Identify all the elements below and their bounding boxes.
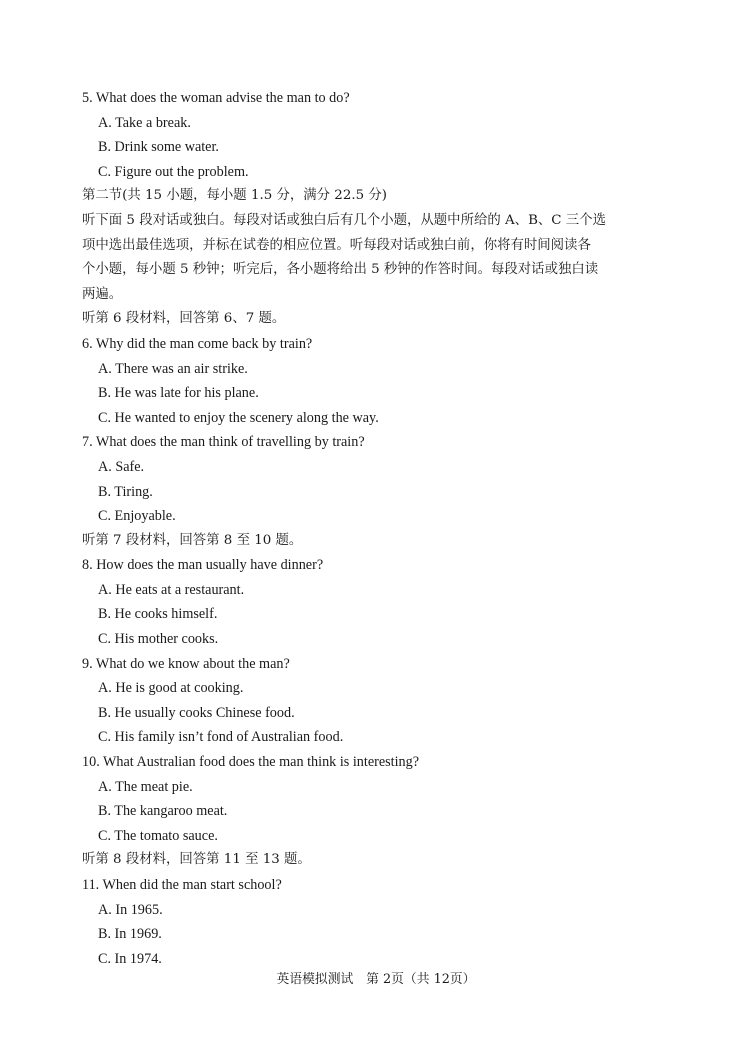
section-2-title: 第二节(共 15 小题，每小题 1.5 分，满分 22.5 分) (82, 188, 387, 204)
question-11-option-b: B. In 1969. (98, 926, 162, 943)
question-7-option-b: B. Tiring. (98, 483, 153, 500)
question-5-option-b: B. Drink some water. (98, 139, 219, 156)
section-2-instruction-line: 项中选出最佳选项，并标在试卷的相应位置。听每段对话或独白前，你将有时间阅读各 (82, 237, 591, 253)
question-10: 10. What Australian food does the man think is interesting? (82, 754, 420, 771)
question-11-option-a: A. In 1965. (98, 901, 163, 918)
section-2-instruction-line: 两遍。 (82, 286, 123, 302)
material-8-heading: 听第 8 段材料，回答第 11 至 13 题。 (82, 852, 311, 868)
exam-page (82, 86, 682, 971)
page-footer: 英语模拟测试 第 2页（共 12页） (276, 972, 476, 987)
question-7-option-c: C. Enjoyable. (98, 508, 176, 525)
question-6: 6. Why did the man come back by train? (82, 335, 313, 352)
question-10-option-b: B. The kangaroo meat. (98, 803, 228, 820)
question-9-option-c: C. His family isn’t fond of Australian food. (98, 729, 344, 746)
material-7-heading: 听第 7 段材料，回答第 8 至 10 题。 (82, 532, 303, 548)
question-11: 11. When did the man start school? (82, 877, 282, 893)
question-8-option-c: C. His mother cooks. (98, 631, 219, 648)
question-10-option-c: C. The tomato sauce. (98, 827, 218, 844)
question-9-option-b: B. He usually cooks Chinese food. (98, 704, 295, 721)
question-7-option-a: A. Safe. (98, 458, 145, 475)
question-8-option-a: A. He eats at a restaurant. (98, 581, 245, 598)
question-8-option-b: B. He cooks himself. (98, 606, 218, 623)
question-9: 9. What do we know about the man? (82, 655, 290, 672)
question-8: 8. How does the man usually have dinner? (82, 557, 324, 574)
question-7: 7. What does the man think of travelling by train? (82, 434, 365, 451)
question-11-option-c: C. In 1974. (98, 950, 162, 967)
question-5-option-a: A. Take a break. (98, 114, 191, 131)
section-2-instruction-line: 个小题，每小题 5 秒钟；听完后，各小题将给出 5 秒钟的作答时间。每段对话或独白读 (82, 262, 599, 278)
question-6-option-b: B. He was late for his plane. (98, 385, 259, 402)
question-10-option-a: A. The meat pie. (98, 778, 193, 795)
question-6-option-a: A. There was an air strike. (98, 360, 248, 377)
question-5: 5. What does the woman advise the man to do? (82, 90, 350, 106)
question-6-option-c: C. He wanted to enjoy the scenery along the way. (98, 409, 379, 426)
question-5-option-c: C. Figure out the problem. (98, 163, 249, 180)
material-6-heading: 听第 6 段材料，回答第 6、7 题。 (82, 311, 286, 327)
question-9-option-a: A. He is good at cooking. (98, 680, 244, 697)
section-2-instruction-line: 听下面 5 段对话或独白。每段对话或独白后有几个小题，从题中所给的 A、B、C 三个选 (82, 212, 606, 228)
